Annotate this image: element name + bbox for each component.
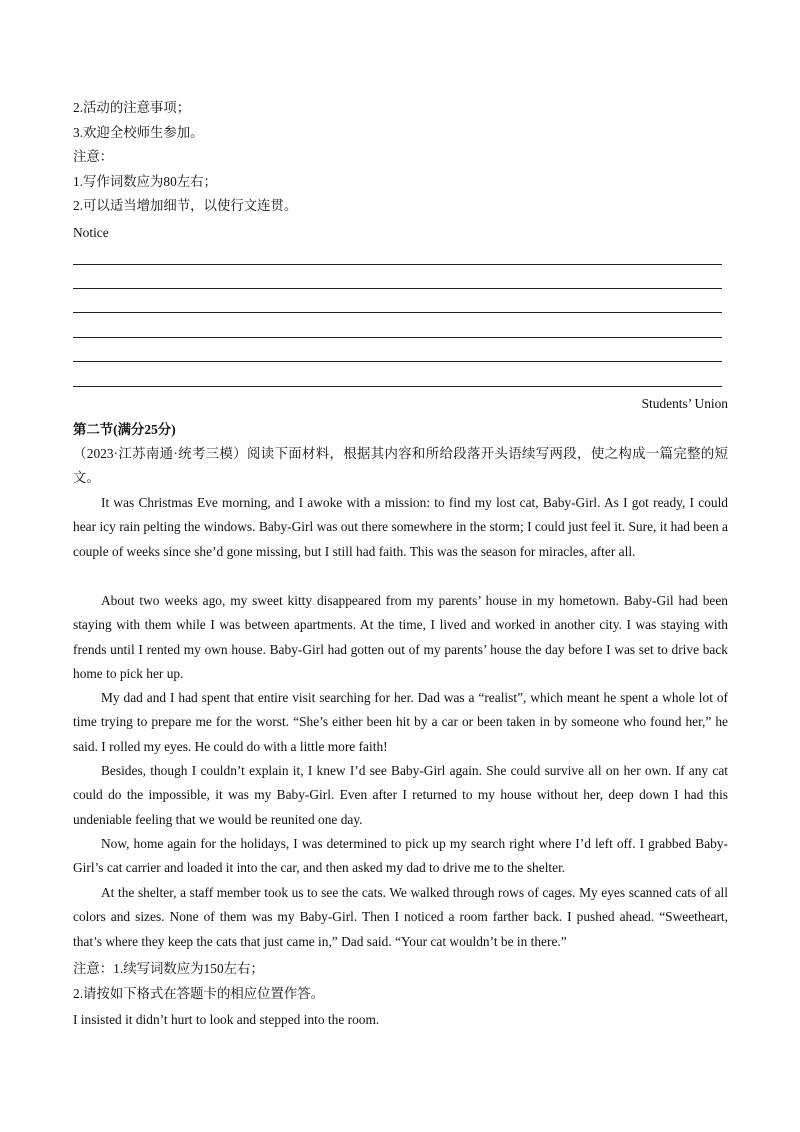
story-paragraph-4: Besides, though I couldn’t explain it, I knew I’d see Baby-Girl again. She could survive all on her own. If any cat could do the impossible, it was my Baby-Girl. Even after I returned to my house without her, deep down I had this undeniable feeling that we would be reunited one day.	[73, 763, 728, 827]
continuation-opening: I insisted it didn’t hurt to look and stepped into the room.	[73, 1012, 380, 1027]
writing-line[interactable]	[73, 337, 722, 338]
story-paragraph-6: At the shelter, a staff member took us to see the cats. We walked through rows of cages. My eyes scanned cats of all colors and sizes. None of them was my Baby-Girl. Then I noticed a room farther back. I pushed ahead. “Sweetheart, that’s where they keep the cats that just came in,” Dad said. “Your cat wouldn’t be in there.”	[73, 885, 728, 949]
story-paragraph-5: Now, home again for the holidays, I was determined to pick up my search right where I’d left off. I grabbed Baby-Girl’s cat carrier and loaded it into the car, and then asked my dad to drive me to the shelter.	[73, 836, 728, 876]
notice-line-4: 1.写作词数应为80左右；	[73, 174, 217, 189]
section-intro: （2023·江苏南通·统考三模）阅读下面材料，根据其内容和所给段落开头语续写两段，使之构成一篇完整的短文。	[73, 446, 728, 486]
notice-line-3: 注意：	[73, 149, 114, 164]
notice-title: Notice	[73, 225, 109, 240]
notice-line-5: 2.可以适当增加细节，以使行文连贯。	[73, 198, 298, 213]
writing-line[interactable]	[73, 288, 722, 289]
notice-line-2: 3.欢迎全校师生参加。	[73, 125, 204, 140]
writing-line[interactable]	[73, 361, 722, 362]
story-paragraph-1: It was Christmas Eve morning, and I awoke with a mission: to find my lost cat, Baby-Girl. As I got ready, I could hear icy rain pelting the windows. Baby-Girl was out there somewhere in the storm; I could just feel it. Sure, it had been a couple of weeks since she’d gone missing, but I still had faith. This was the season for miracles, after all.	[73, 495, 728, 559]
writing-line[interactable]	[73, 312, 722, 313]
writing-line[interactable]	[73, 386, 722, 387]
story-paragraph-3: My dad and I had spent that entire visit searching for her. Dad was a “realist”, which meant he spent a whole lot of time trying to prepare me for the worst. “She’s either been hit by a car or been taken in by someone who found her,” he said. I rolled my eyes. He could do with a little more faith!	[73, 690, 728, 754]
notice-line-1: 2.活动的注意事项；	[73, 100, 191, 115]
requirement-line-2: 2.请按如下格式在答题卡的相应位置作答。	[73, 986, 325, 1001]
section-heading: 第二节(满分25分)	[73, 422, 176, 437]
notice-signature: Students’ Union	[641, 396, 728, 411]
writing-line[interactable]	[73, 264, 722, 265]
story-paragraph-2: About two weeks ago, my sweet kitty disappeared from my parents’ house in my hometown. Baby-Gil had been staying with them while I was between apartments. At the time, I lived and worked in another city. I was staying with frends until I rented my own house. Baby-Girl had gotten out of my parents’ house the day before I was set to drive back home to pick her up.	[73, 593, 728, 681]
requirement-line-1: 注意：1.续写词数应为150左右；	[73, 961, 264, 976]
